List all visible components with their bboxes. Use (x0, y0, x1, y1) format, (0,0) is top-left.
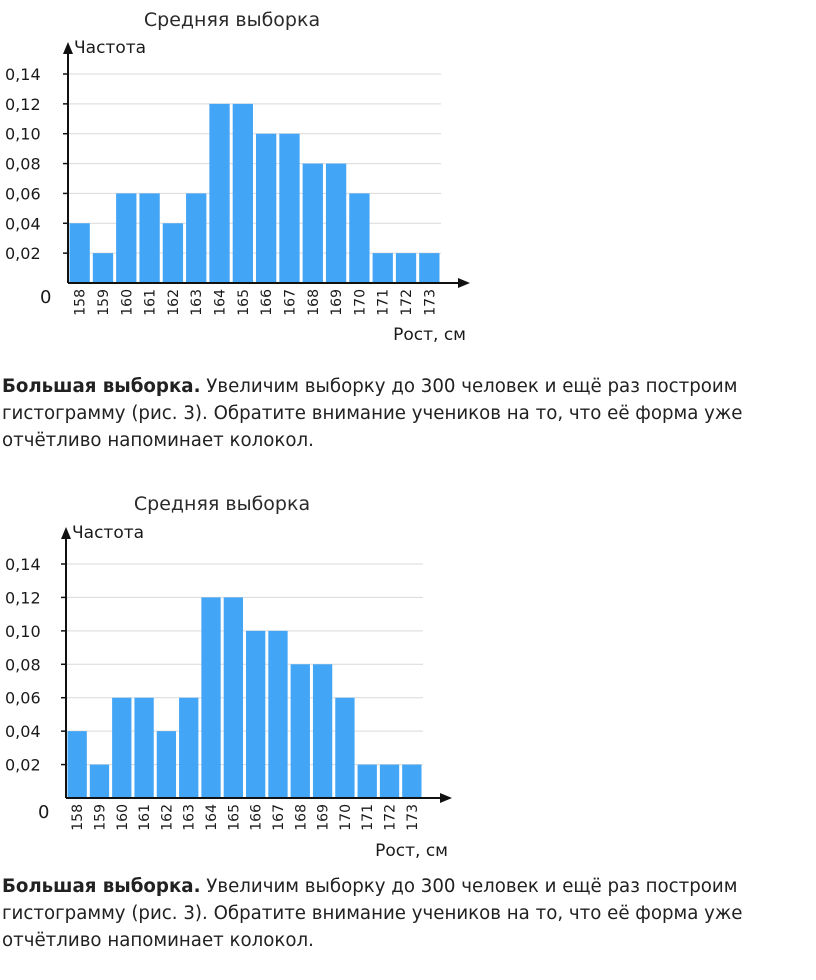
x-tick-label: 165 (235, 289, 252, 316)
histogram-bar (134, 698, 153, 798)
chart-title: Средняя выборка (143, 9, 321, 31)
paragraph-large-sample (2, 373, 792, 454)
histogram-bar (246, 631, 265, 798)
histogram-bar (256, 134, 276, 283)
histogram-bar (209, 104, 229, 283)
paragraph-large-sample (2, 873, 792, 954)
x-tick-label: 171 (375, 289, 392, 316)
histogram-bar (201, 597, 220, 798)
histogram-bar (402, 765, 421, 798)
histogram-figure-1 (0, 0, 480, 350)
x-tick-label: 160 (114, 804, 131, 831)
x-tick-label: 163 (189, 289, 206, 316)
histogram-figure-2 (0, 485, 460, 865)
x-tick-label: 159 (95, 289, 112, 316)
histogram-bar (335, 698, 354, 798)
x-tick-label: 173 (422, 289, 439, 316)
y-tick-label: 0,12 (5, 588, 41, 608)
histogram-bar (68, 731, 87, 798)
y-tick-label: 0,10 (5, 124, 41, 144)
x-axis-arrow (458, 278, 470, 288)
histogram-bar (233, 104, 253, 283)
x-axis-label: Рост, см (393, 325, 466, 345)
histogram-bar (326, 164, 346, 283)
y-axis-arrow (63, 42, 73, 54)
paragraph-body: Увеличим выборку до 300 человек и ещё раз построим гистограмму (рис. 3). Обратите внимание учеников на то, что её форма уже отчётливо напоминает колокол. (2, 376, 743, 451)
x-tick-label: 163 (181, 804, 198, 831)
x-tick-label: 160 (119, 289, 136, 316)
x-tick-label: 159 (92, 804, 109, 831)
paragraph-bold-lead: Большая выборка. (2, 376, 201, 397)
y-tick-label: 0,04 (5, 214, 41, 234)
histogram-bar (380, 765, 399, 798)
x-tick-label: 165 (226, 804, 243, 831)
chart-title: Средняя выборка (133, 493, 311, 515)
paragraph-bold-lead: Большая выборка. (2, 876, 201, 897)
x-tick-label: 169 (315, 804, 332, 831)
x-tick-label: 171 (360, 804, 377, 831)
x-tick-label: 161 (137, 804, 154, 831)
histogram-bar (279, 134, 299, 283)
y-tick-label: 0,02 (5, 755, 41, 775)
histogram-chart (0, 0, 480, 350)
x-tick-label: 166 (259, 289, 276, 316)
y-axis-label: Частота (72, 523, 145, 543)
x-tick-label: 158 (72, 289, 89, 316)
y-axis-label: Частота (74, 38, 147, 58)
x-tick-label: 167 (270, 804, 287, 831)
y-axis-arrow (61, 527, 71, 539)
x-tick-label: 158 (70, 804, 87, 831)
histogram-bar (93, 253, 113, 283)
histogram-bar (116, 193, 136, 283)
y-tick-label: 0,14 (5, 555, 41, 574)
paragraph-body: Увеличим выборку до 300 человек и ещё раз построим гистограмму (рис. 3). Обратите внимание учеников на то, что её форма уже отчётливо напоминает колокол. (2, 876, 743, 951)
x-tick-label: 167 (282, 289, 299, 316)
histogram-bar (163, 223, 183, 283)
x-tick-label: 162 (165, 289, 182, 316)
y-tick-label: 0,04 (5, 722, 41, 742)
x-tick-label: 161 (142, 289, 159, 316)
histogram-bar (268, 631, 287, 798)
histogram-bar (313, 664, 332, 798)
y-tick-label: 0,06 (5, 184, 41, 204)
y-tick-label: 0,08 (5, 154, 41, 174)
x-tick-label: 170 (352, 289, 369, 316)
histogram-bar (224, 597, 243, 798)
histogram-bar (303, 164, 323, 283)
y-tick-label: 0,08 (5, 655, 41, 675)
histogram-bar (373, 253, 393, 283)
x-tick-label: 170 (337, 804, 354, 831)
x-tick-label: 166 (248, 804, 265, 831)
histogram-chart (0, 485, 460, 865)
y-tick-label: 0,02 (5, 244, 41, 264)
x-tick-label: 168 (293, 804, 310, 831)
histogram-bar (139, 193, 159, 283)
histogram-bar (419, 253, 439, 283)
x-tick-label: 172 (382, 804, 399, 831)
x-tick-label: 162 (159, 804, 176, 831)
x-tick-label: 172 (399, 289, 416, 316)
y-tick-label: 0,10 (5, 621, 41, 641)
histogram-bar (186, 193, 206, 283)
x-tick-label: 173 (404, 804, 421, 831)
x-tick-label: 169 (329, 289, 346, 316)
origin-label: 0 (40, 287, 52, 308)
y-tick-label: 0,14 (5, 65, 41, 84)
histogram-bar (396, 253, 416, 283)
histogram-bar (349, 193, 369, 283)
histogram-bar (179, 698, 198, 798)
histogram-bar (90, 765, 109, 798)
x-axis-arrow (440, 793, 452, 803)
x-axis-label: Рост, см (375, 841, 448, 861)
histogram-bar (157, 731, 176, 798)
histogram-bar (70, 223, 90, 283)
x-tick-label: 168 (305, 289, 322, 316)
histogram-bar (112, 698, 131, 798)
y-tick-label: 0,12 (5, 94, 41, 114)
origin-label: 0 (38, 802, 50, 823)
histogram-bar (358, 765, 377, 798)
y-tick-label: 0,06 (5, 688, 41, 708)
x-tick-label: 164 (212, 289, 229, 316)
histogram-bar (291, 664, 310, 798)
x-tick-label: 164 (204, 804, 221, 831)
